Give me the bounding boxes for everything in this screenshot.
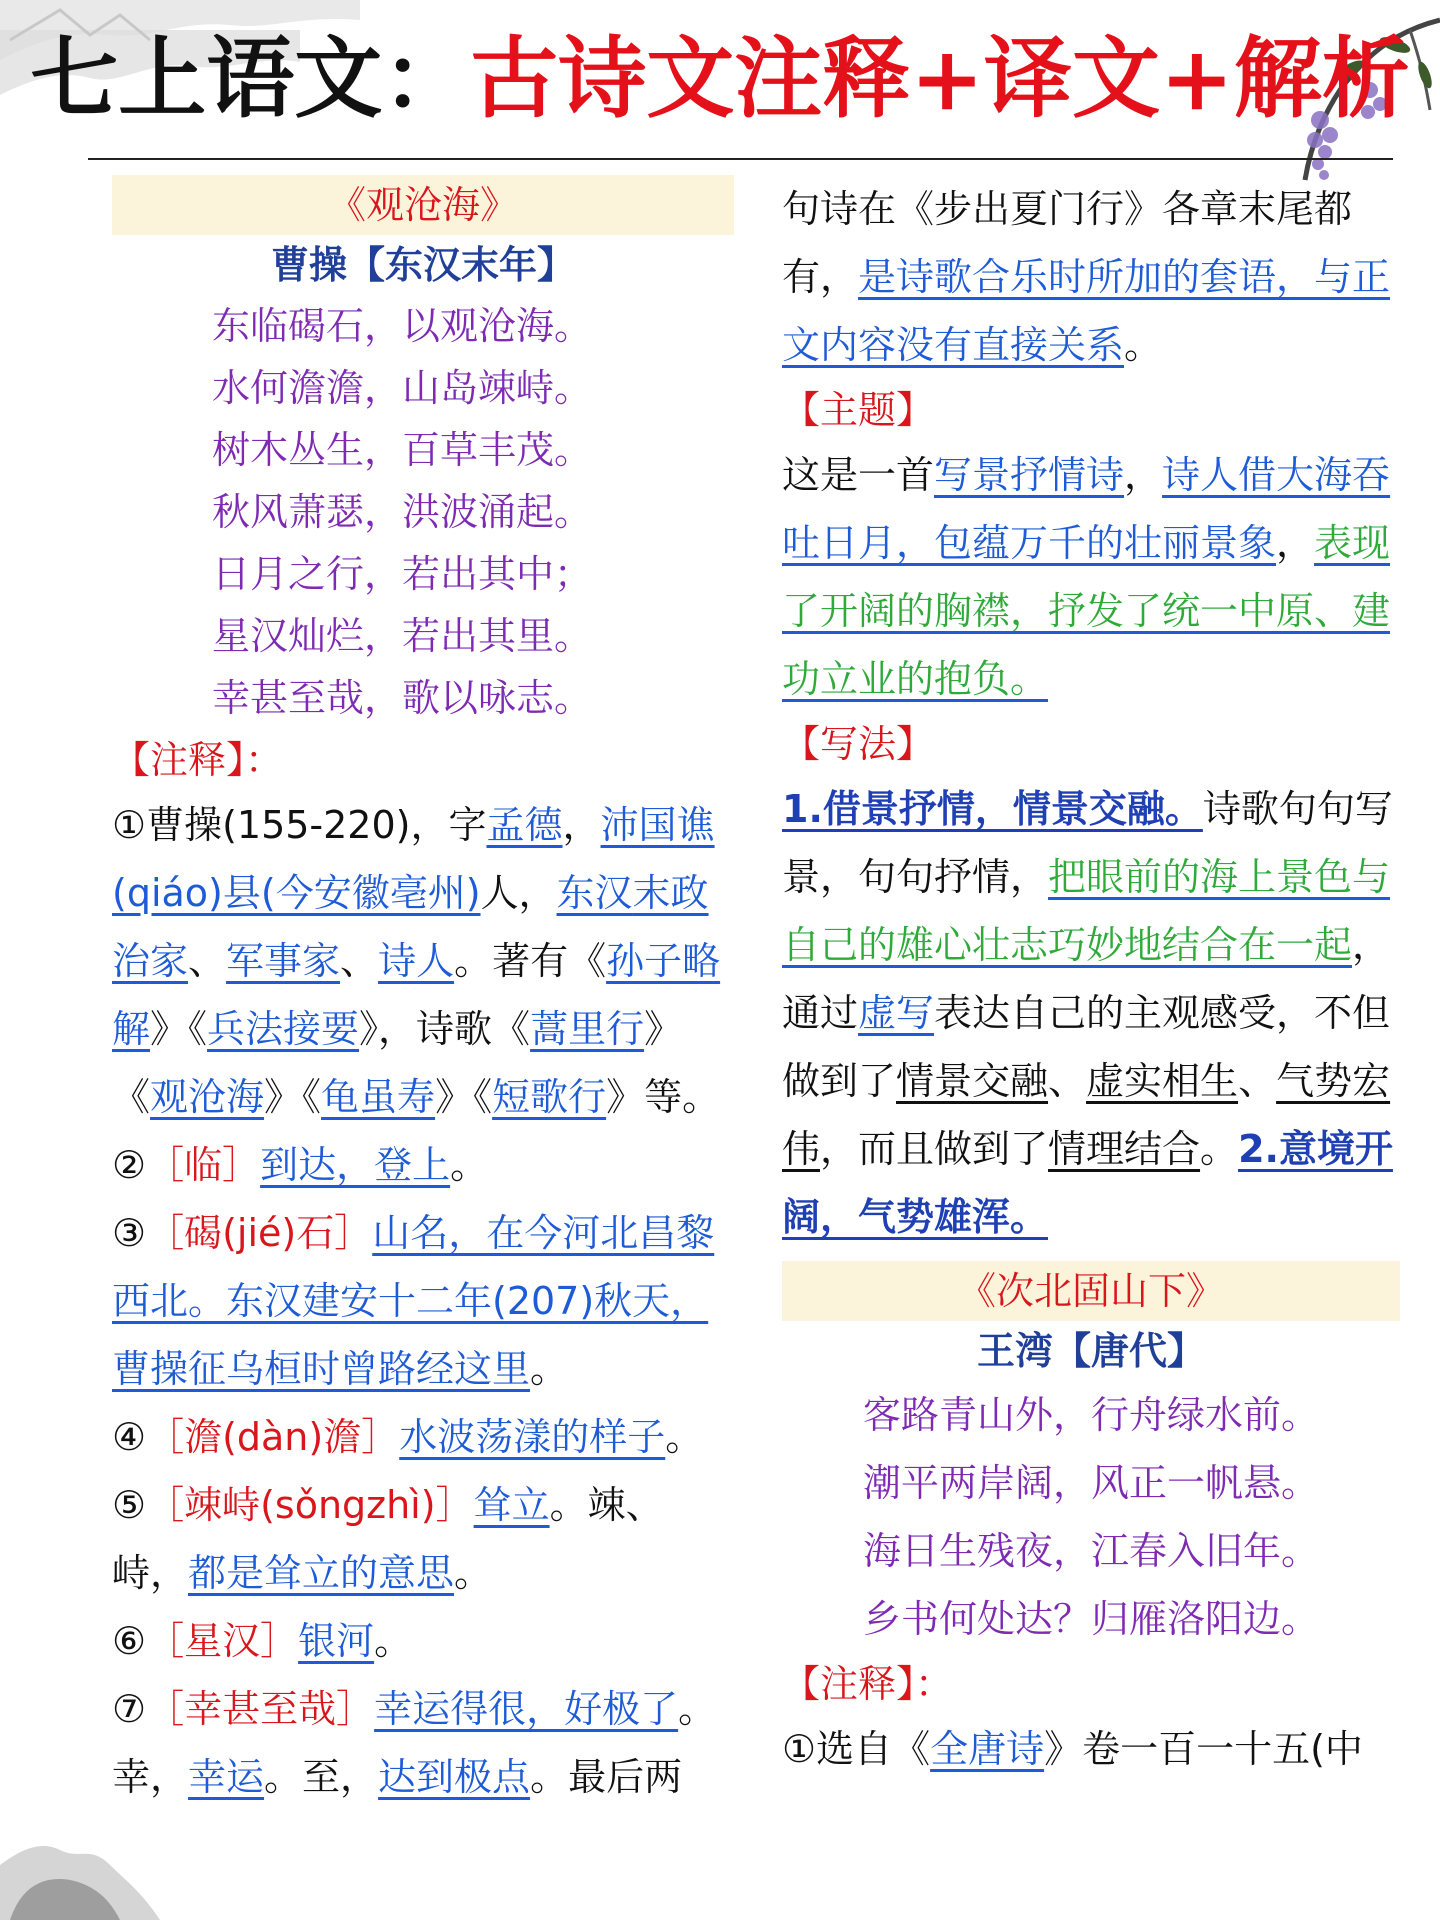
note-7-continued: 句诗在《步出夏门行》各章末尾都有，是诗歌合乐时所加的套语，与正文内容没有直接关系。	[782, 187, 1391, 367]
method-text: 1.借景抒情，情景交融。诗歌句句写景，句句抒情，把眼前的海上景色与自己的雄心壮志巧妙地结合在一起，通过虚写表达自己的主观感受，不但做到了情景交融、虚实相生、气势宏伟，而且做到了情理结合。2.意境开阔，气势雄浑。	[782, 787, 1393, 1239]
poem-line: 幸甚至哉，歌以咏志。	[212, 676, 593, 720]
poem-line: 客路青山外，行舟绿水前。	[862, 1393, 1319, 1437]
poem-line: 东临碣石，以观沧海。	[212, 304, 593, 348]
note-2: ②［临］到达，登上。	[112, 1143, 489, 1187]
note-6: ⑥［星汉］银河。	[112, 1619, 413, 1663]
poem-author-2: 王湾【唐代】	[976, 1329, 1206, 1373]
notes-heading: 【注释】：	[112, 738, 284, 782]
poem-line: 乡书何处达？归雁洛阳边。	[862, 1597, 1319, 1641]
poem-body	[112, 295, 734, 729]
poem-body-2	[782, 1381, 1400, 1653]
note-4: ④［澹(dàn)澹］水波荡漾的样子。	[112, 1415, 704, 1459]
note-1: ①曹操(155-220)，字孟德，沛国谯(qiáo)县(今安徽亳州)人，东汉末政治家、军事家、诗人。著有《孙子略解》《兵法接要》，诗歌《蒿里行》《观沧海》《龟虽寿》《短歌行》等。	[112, 803, 721, 1119]
theme-heading: 【主题】	[782, 388, 935, 432]
poem-line: 星汉灿烂，若出其里。	[212, 614, 593, 658]
method-heading: 【写法】	[782, 722, 935, 766]
title-divider	[88, 158, 1393, 160]
poem-line: 潮平两岸阔，风正一帆悬。	[862, 1461, 1319, 1505]
poem-title: 《观沧海》	[112, 175, 734, 235]
poem-line: 水何澹澹，山岛竦峙。	[212, 366, 593, 410]
note-7: ⑦［幸甚至哉］幸运得很，好极了。幸，幸运。至，达到极点。最后两	[112, 1687, 717, 1799]
theme-text: 这是一首写景抒情诗，诗人借大海吞吐日月，包蕴万千的壮丽景象，表现了开阔的胸襟，抒发了统一中原、建功立业的抱负。	[782, 453, 1391, 701]
page-title: 七上语文：古诗文注释+译文+解析	[30, 26, 1410, 130]
notes-heading-2: 【注释】：	[782, 1662, 954, 1706]
poem-line: 日月之行，若出其中；	[212, 552, 593, 596]
poem-author: 曹操【东汉末年】	[270, 243, 576, 287]
note-2-1: ①选自《全唐诗》卷一百一十五(中	[782, 1727, 1363, 1771]
poem-line: 树木丛生，百草丰茂。	[212, 428, 593, 472]
left-column	[112, 175, 734, 1811]
right-column	[782, 175, 1400, 1783]
poem-line: 秋风萧瑟，洪波涌起。	[212, 490, 593, 534]
poem-title-2: 《次北固山下》	[782, 1261, 1400, 1321]
note-5: ⑤［竦峙(sǒngzhì)］耸立。竦、峙，都是耸立的意思。	[112, 1483, 664, 1595]
poem-line: 海日生残夜，江春入旧年。	[862, 1529, 1319, 1573]
note-3: ③［碣(jié)石］山名，在今河北昌黎西北。东汉建安十二年(207)秋天，曹操征乌桓时曾路经这里。	[112, 1211, 715, 1391]
